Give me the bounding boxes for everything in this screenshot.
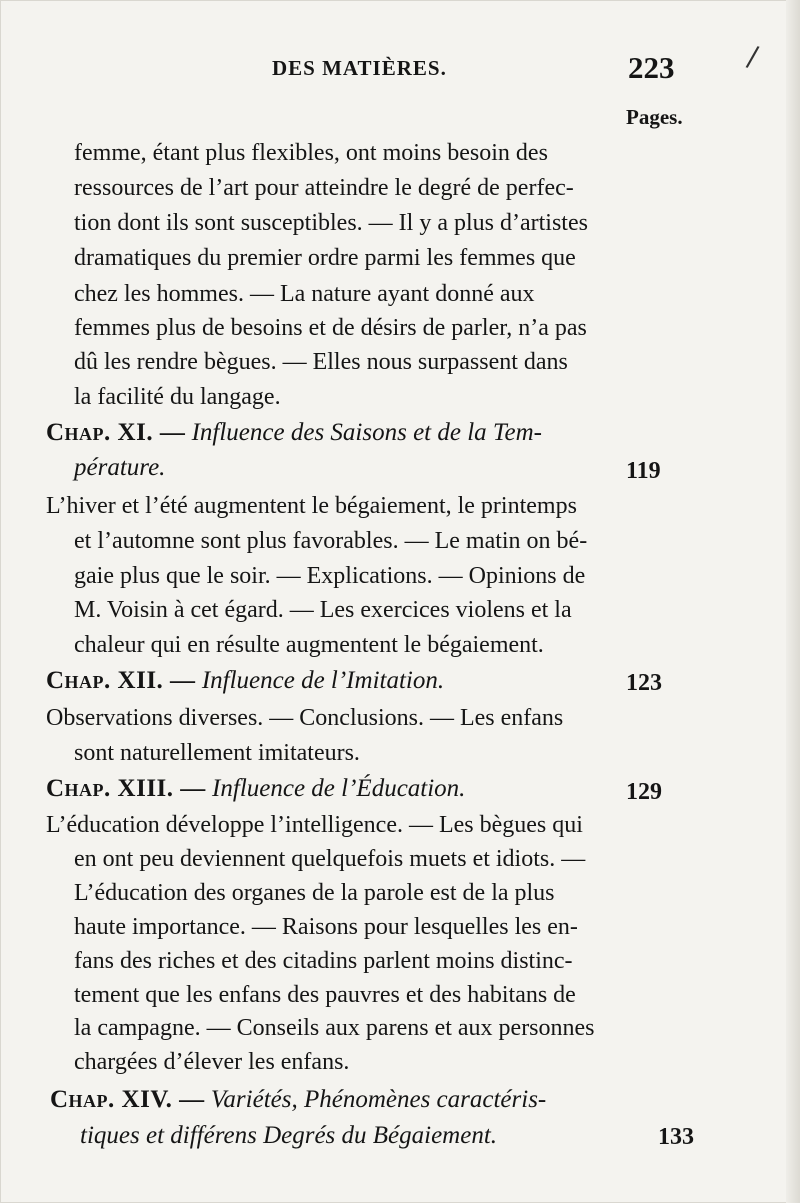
chapter-label: Chap. XIII. — <box>46 775 206 802</box>
text-line: tion dont ils sont susceptibles. — Il y a plus d’artistes <box>74 210 588 236</box>
text-line: L’hiver et l’été augmentent le bégaiement, le printemps <box>46 493 577 519</box>
chapter-title: Influence des Saisons et de la Tem- <box>191 419 542 446</box>
text-line: femmes plus de besoins et de désirs de parler, n’a pas <box>74 315 587 341</box>
chapter-heading-13 <box>46 775 465 803</box>
text-line: dramatiques du premier ordre parmi les femmes que <box>74 245 576 271</box>
chapter-heading-11 <box>46 419 542 447</box>
text-line: chargées d’élever les enfans. <box>74 1049 350 1075</box>
text-line: tement que les enfans des pauvres et des habitans de <box>74 982 576 1008</box>
chapter-heading-12 <box>46 667 444 695</box>
chapter-page-number: 119 <box>626 458 661 484</box>
pages-column-label: Pages. <box>626 105 683 129</box>
chapter-title: Variétés, Phénomènes caractéris- <box>210 1086 547 1113</box>
text-line: sont naturellement imitateurs. <box>74 740 360 766</box>
page-edge <box>786 0 800 1203</box>
text-line: chez les hommes. — La nature ayant donné aux <box>74 281 535 307</box>
page-number: 223 <box>628 50 675 85</box>
chapter-page-number: 123 <box>626 670 662 696</box>
text-line: ressources de l’art pour atteindre le degré de perfec- <box>74 175 574 201</box>
text-line: gaie plus que le soir. — Explications. — Opinions de <box>74 563 586 589</box>
text-line: haute importance. — Raisons pour lesquelles les en- <box>74 914 578 940</box>
chapter-heading-14 <box>50 1086 546 1114</box>
chapter-title: Influence de l’Éducation. <box>212 775 466 802</box>
text-line: M. Voisin à cet égard. — Les exercices violens et la <box>74 597 572 623</box>
text-line: L’éducation des organes de la parole est de la plus <box>74 880 555 906</box>
chapter-title: Influence de l’Imitation. <box>201 667 445 694</box>
text-line: Observations diverses. — Conclusions. — Les enfans <box>46 705 564 731</box>
text-line: en ont peu deviennent quelquefois muets et idiots. — <box>74 846 586 872</box>
text-line: fans des riches et des citadins parlent moins distinc- <box>74 948 573 974</box>
chapter-page-number: 133 <box>658 1124 694 1150</box>
chapter-title-continued: pérature. <box>74 454 166 481</box>
chapter-label: Chap. XII. — <box>46 667 196 694</box>
margin-pencil-mark: / <box>744 39 761 74</box>
text-line: la facilité du langage. <box>74 384 281 410</box>
text-line: la campagne. — Conseils aux parens et aux personnes <box>74 1015 595 1041</box>
running-title: DES MATIÈRES. <box>272 56 447 80</box>
text-line: et l’automne sont plus favorables. — Le matin on bé- <box>74 528 588 554</box>
text-line: chaleur qui en résulte augmentent le bégaiement. <box>74 632 544 658</box>
chapter-title-continued: tiques et différens Degrés du Bégaiement. <box>80 1122 498 1149</box>
text-line: L’éducation développe l’intelligence. — Les bègues qui <box>46 812 583 838</box>
text-line: dû les rendre bègues. — Elles nous surpassent dans <box>74 349 568 375</box>
chapter-label: Chap. XI. — <box>46 419 186 446</box>
chapter-label: Chap. XIV. — <box>50 1086 205 1113</box>
text-line: femme, étant plus flexibles, ont moins besoin des <box>74 140 548 166</box>
chapter-page-number: 129 <box>626 779 662 805</box>
